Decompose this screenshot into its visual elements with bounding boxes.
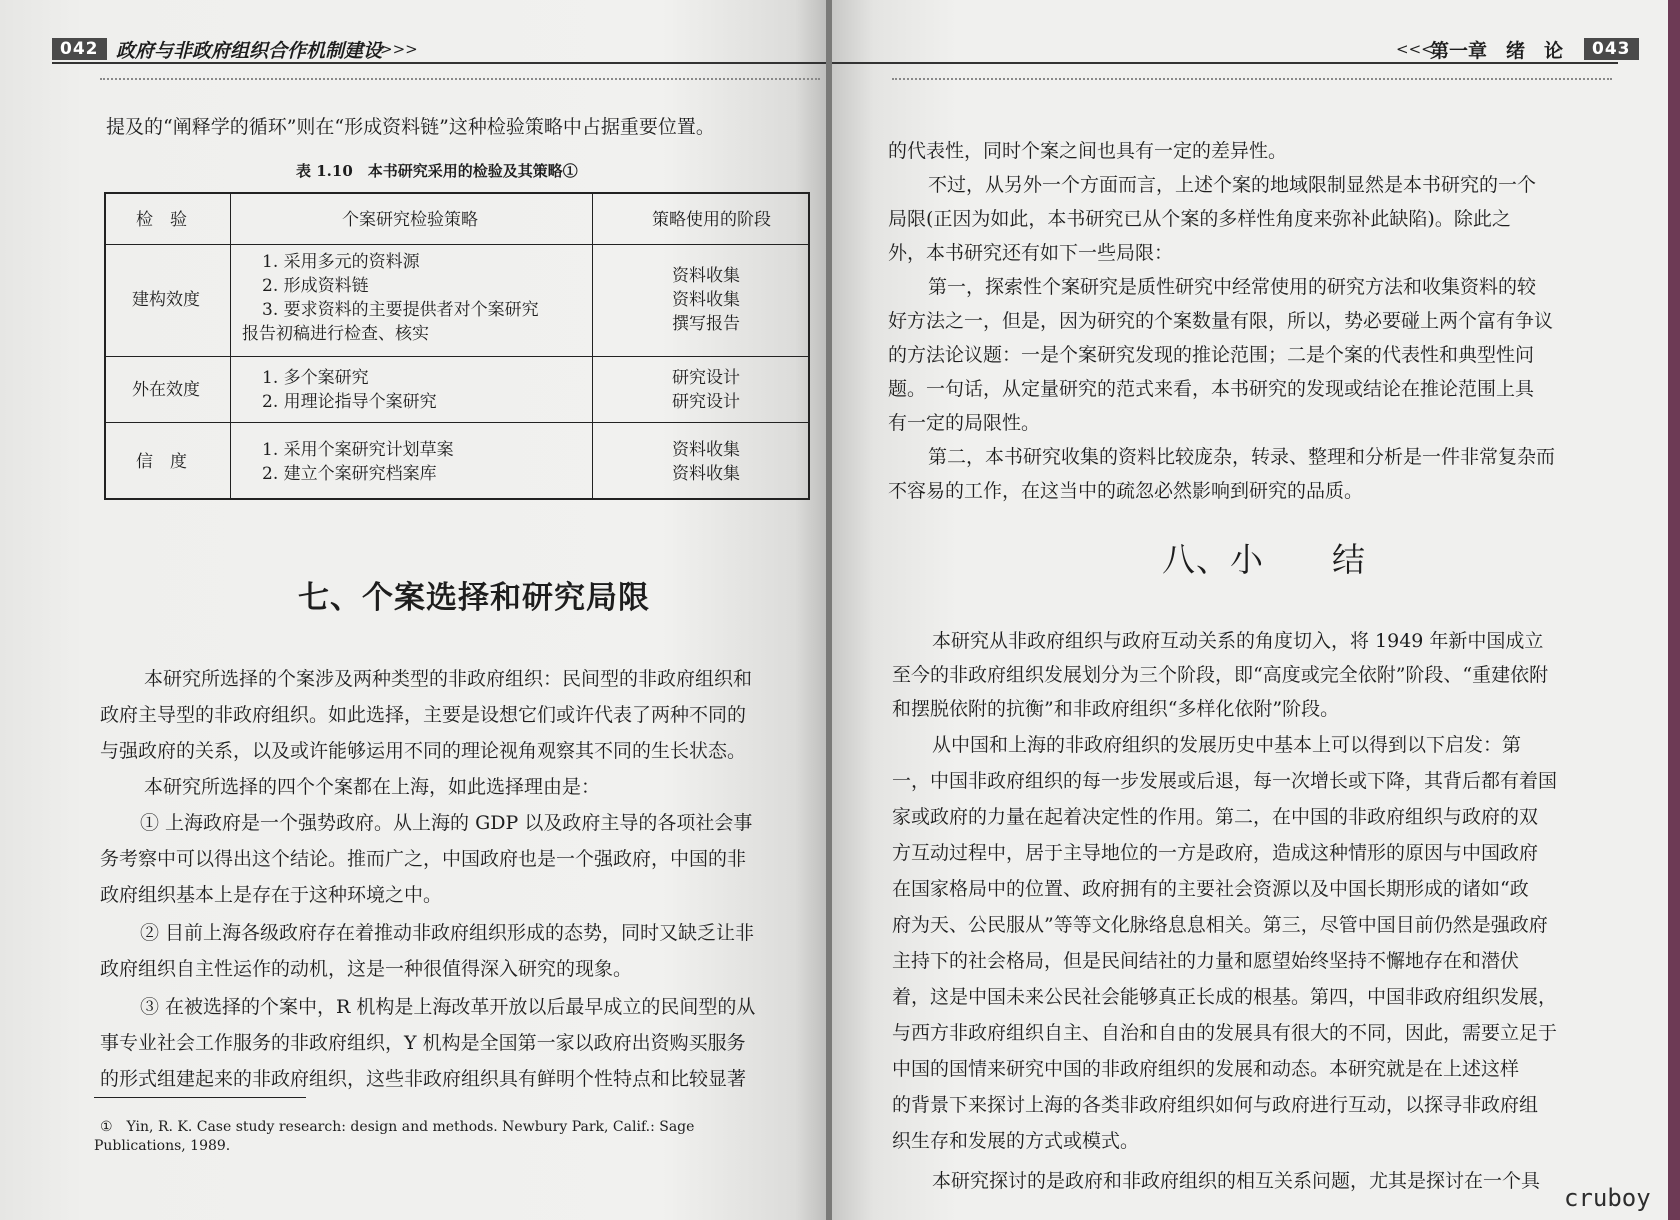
- verification-table: [104, 192, 810, 500]
- body-line: ① 上海政府是一个强势政府。从上海的 GDP 以及政府主导的各项社会事: [140, 812, 753, 834]
- body-line: 政府组织自主性运作的动机，这是一种很值得深入研究的现象。: [100, 958, 633, 980]
- body-line: 在国家格局中的位置、政府拥有的主要社会资源以及中国长期形成的诸如“政: [892, 878, 1529, 900]
- body-line: 一，中国非政府组织的每一步发展或后退，每一次增长或下降，其背后都有着国: [892, 770, 1558, 792]
- watermark: cruboy: [1564, 1184, 1651, 1212]
- body-line: 的方法论议题：一是个案研究发现的推论范围；二是个案的代表性和典型性问: [888, 344, 1535, 366]
- body-line: 事专业社会工作服务的非政府组织，Y 机构是全国第一家以政府出资购买服务: [100, 1032, 746, 1054]
- body-line: 外，本书研究还有如下一些局限：: [888, 242, 1174, 264]
- table-cell-strategy: 1. 多个案研究: [262, 368, 369, 388]
- right-running-arrows: <<<: [1396, 40, 1434, 58]
- summary-section-title: 八、小 结: [1162, 540, 1366, 579]
- table-cell-strategy: 1. 采用多元的资料源: [262, 252, 420, 272]
- table-cell-stage: 资料收集: [672, 290, 740, 310]
- footnote-rule: [94, 1097, 306, 1098]
- table-row-divider: [106, 244, 808, 245]
- table-header-test: 检 验: [136, 210, 187, 230]
- table-cell-stage: 资料收集: [672, 464, 740, 484]
- table-caption: 表 1.10 本书研究采用的检验及其策略①: [296, 162, 578, 180]
- right-page: [832, 0, 1668, 1220]
- left-header-dots: [100, 78, 820, 80]
- table-cell-stage: 研究设计: [672, 392, 740, 412]
- table-cell-stage: 撰写报告: [672, 314, 740, 334]
- left-page: [0, 0, 828, 1220]
- body-line: 方互动过程中，居于主导地位的一方是政府，造成这种情形的原因与中国政府: [892, 842, 1539, 864]
- body-line: 主持下的社会格局，但是民间结社的力量和愿望始终坚持不懈地存在和潜伏: [892, 950, 1520, 972]
- body-line: 的代表性，同时个案之间也具有一定的差异性。: [888, 140, 1288, 162]
- table-cell-strategy: 2. 用理论指导个案研究: [262, 392, 437, 412]
- body-line: 织生存和发展的方式或模式。: [892, 1130, 1140, 1152]
- footnote-line: ① Yin, R. K. Case study research: design and methods. Newbury Park, Calif.: Sage: [100, 1119, 695, 1135]
- body-line: 本研究从非政府组织与政府互动关系的角度切入，将 1949 年新中国成立: [932, 630, 1544, 652]
- body-line: ② 目前上海各级政府存在着推动非政府组织形成的态势，同时又缺乏让非: [140, 922, 755, 944]
- left-header-rule: [52, 62, 828, 64]
- table-row-divider: [106, 422, 808, 423]
- intro-line: 提及的“阐释学的循环”则在“形成资料链”这种检验策略中占据重要位置。: [106, 116, 715, 138]
- body-line: 着，这是中国未来公民社会能够真正长成的根基。第四，中国非政府组织发展，: [892, 986, 1558, 1008]
- table-cell-strategy: 2. 形成资料链: [262, 276, 369, 296]
- body-line: 本研究所选择的四个个案都在上海，如此选择理由是：: [144, 776, 601, 798]
- body-line: 第二，本书研究收集的资料比较庞杂，转录、整理和分析是一件非常复杂而: [928, 446, 1556, 468]
- body-line: 局限(正因为如此，本书研究已从个案的多样性角度来弥补此缺陷)。除此之: [888, 208, 1511, 230]
- table-cell-strategy: 2. 建立个案研究档案库: [262, 464, 437, 484]
- body-line: 本研究探讨的是政府和非政府组织的相互关系问题，尤其是探讨在一个具: [932, 1170, 1541, 1192]
- table-cell-test: 信 度: [136, 452, 187, 472]
- body-line: 与强政府的关系，以及或许能够运用不同的理论视角观察其不同的生长状态。: [100, 740, 747, 762]
- body-line: 府为天、公民服从”等等文化脉络息息相关。第三，尽管中国目前仍然是强政府: [892, 914, 1548, 936]
- body-line: 本研究所选择的个案涉及两种类型的非政府组织：民间型的非政府组织和: [144, 668, 753, 690]
- body-line: 不容易的工作，在这当中的疏忽必然影响到研究的品质。: [888, 480, 1364, 502]
- left-page-number: 042: [52, 38, 107, 60]
- table-col-divider: [592, 194, 593, 498]
- body-line: 题。一句话，从定量研究的范式来看，本书研究的发现或结论在推论范围上具: [888, 378, 1535, 400]
- body-line: 和摆脱依附的抗衡”和非政府组织“多样化依附”阶段。: [892, 698, 1340, 720]
- body-line: 中国的国情来研究中国的非政府组织的发展和动态。本研究就是在上述这样: [892, 1058, 1520, 1080]
- right-running-title: 第一章 绪 论: [1430, 40, 1564, 62]
- right-page-number: 043: [1584, 38, 1639, 60]
- body-line: 务考察中可以得出这个结论。推而广之，中国政府也是一个强政府，中国的非: [100, 848, 747, 870]
- body-line: 不过，从另外一个方面而言，上述个案的地域限制显然是本书研究的一个: [928, 174, 1537, 196]
- body-line: 与西方非政府组织自主、自治和自由的发展具有很大的不同，因此，需要立足于: [892, 1022, 1558, 1044]
- table-header-strategy: 个案研究检验策略: [342, 210, 478, 230]
- body-line: 至今的非政府组织发展划分为三个阶段，即“高度或完全依附”阶段、“重建依附: [892, 664, 1549, 686]
- table-header-stage: 策略使用的阶段: [652, 210, 771, 230]
- body-line: 从中国和上海的非政府组织的发展历史中基本上可以得到以下启发：第: [932, 734, 1522, 756]
- table-col-divider: [230, 194, 231, 498]
- body-line: 政府组织基本上是存在于这种环境之中。: [100, 884, 443, 906]
- table-row-divider: [106, 356, 808, 357]
- right-header-dots: [892, 78, 1612, 80]
- body-line: 家或政府的力量在起着决定性的作用。第二，在中国的非政府组织与政府的双: [892, 806, 1539, 828]
- left-running-title: 政府与非政府组织合作机制建设: [116, 40, 383, 62]
- body-line: 的背景下来探讨上海的各类非政府组织如何与政府进行互动，以探寻非政府组: [892, 1094, 1539, 1116]
- section-title: 七、个案选择和研究局限: [298, 580, 650, 616]
- body-line: 的形式组建起来的非政府组织，这些非政府组织具有鲜明个性特点和比较显著: [100, 1068, 747, 1090]
- table-cell-test: 建构效度: [132, 290, 200, 310]
- body-line: 第一，探索性个案研究是质性研究中经常使用的研究方法和收集资料的较: [928, 276, 1537, 298]
- table-cell-stage: 资料收集: [672, 266, 740, 286]
- body-line: ③ 在被选择的个案中，R 机构是上海改革开放以后最早成立的民间型的从: [140, 996, 756, 1018]
- body-line: 政府主导型的非政府组织。如此选择，主要是设想它们或许代表了两种不同的: [100, 704, 747, 726]
- table-cell-strategy: 1. 采用个案研究计划草案: [262, 440, 454, 460]
- table-cell-stage: 资料收集: [672, 440, 740, 460]
- table-cell-strategy: 报告初稿进行检查、核实: [242, 324, 429, 344]
- body-line: 有一定的局限性。: [888, 412, 1041, 434]
- footnote-line: Publications, 1989.: [94, 1138, 231, 1154]
- table-cell-strategy: 3. 要求资料的主要提供者对个案研究: [262, 300, 539, 320]
- left-running-arrows: >>>: [380, 40, 418, 58]
- table-cell-test: 外在效度: [132, 380, 200, 400]
- body-line: 好方法之一，但是，因为研究的个案数量有限，所以，势必要碰上两个富有争议: [888, 310, 1554, 332]
- table-cell-stage: 研究设计: [672, 368, 740, 388]
